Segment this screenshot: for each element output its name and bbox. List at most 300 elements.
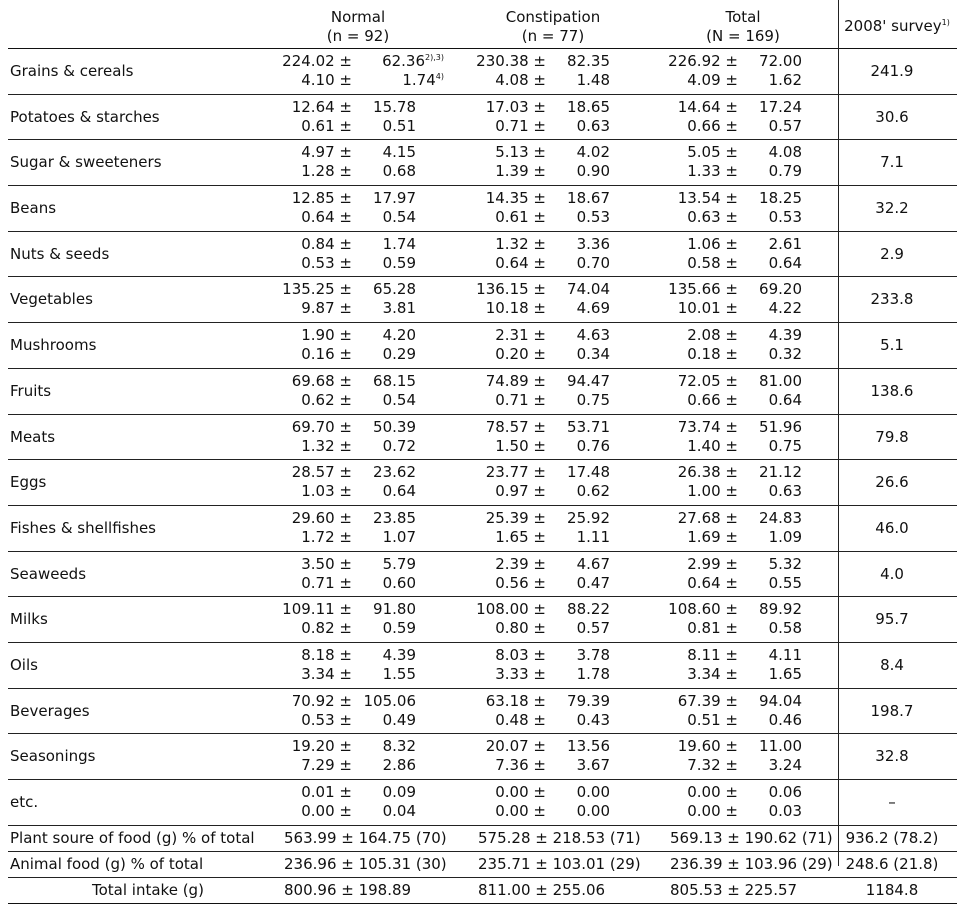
percent-line xyxy=(430,756,610,775)
sd-number: 0.72 xyxy=(382,436,416,455)
sd-number: 0.46 xyxy=(768,710,802,729)
mean-value: 4.97 ± xyxy=(301,143,352,162)
percent-line xyxy=(430,665,610,684)
sd-number: 4.02 xyxy=(576,143,610,162)
mean-value: 5.13 ± xyxy=(495,143,546,162)
mean-value: 2.08 ± xyxy=(687,326,738,345)
percent-line xyxy=(236,391,416,410)
sd-number: 0.62 xyxy=(576,482,610,501)
sd-value xyxy=(383,143,416,162)
percent-line xyxy=(236,756,416,775)
mean-value: 0.64 ± xyxy=(687,573,738,592)
sd-number: 0.49 xyxy=(382,710,416,729)
sd-value xyxy=(769,391,802,410)
sd-number: 4.67 xyxy=(576,554,610,573)
mean-value: 0.97 ± xyxy=(495,482,546,501)
sd-value xyxy=(577,162,610,181)
mean-value: 23.77 ± xyxy=(485,463,546,482)
percent-line xyxy=(430,254,610,273)
header-constipation xyxy=(473,8,633,46)
intake-line xyxy=(236,737,416,756)
sd-number: 4.22 xyxy=(768,299,802,318)
sd-value xyxy=(383,528,416,547)
percent-line xyxy=(236,574,416,593)
mean-value: 3.33 ± xyxy=(495,664,546,683)
percent-line xyxy=(430,345,610,364)
sd-value xyxy=(577,646,610,665)
sd-number: 0.47 xyxy=(576,573,610,592)
cell-total xyxy=(622,235,802,273)
sd-number: 3.36 xyxy=(576,234,610,253)
intake-line xyxy=(622,646,802,665)
sd-value xyxy=(373,280,416,299)
sd-number: 0.75 xyxy=(768,436,802,455)
sd-number: 94.04 xyxy=(759,691,802,710)
sd-number: 4.20 xyxy=(382,326,416,345)
summary-constipation: 235.71 ± 103.01 (29) xyxy=(478,854,641,873)
sd-number: 91.80 xyxy=(373,600,416,619)
table-row xyxy=(8,49,957,95)
mean-value: 226.92 ± xyxy=(668,52,738,70)
intake-line xyxy=(430,143,610,162)
mean-value: 3.34 ± xyxy=(301,664,352,683)
survey-value: 138.6 xyxy=(870,381,914,400)
sd-value xyxy=(383,783,416,802)
sd-number: 0.70 xyxy=(576,253,610,272)
row-label: Seaweeds xyxy=(10,564,87,583)
sd-number: 0.03 xyxy=(768,802,802,820)
mean-value: 7.32 ± xyxy=(687,756,738,775)
mean-value: 0.62 ± xyxy=(301,390,352,409)
row-label: Oils xyxy=(10,655,38,674)
sd-number: 0.53 xyxy=(576,208,610,227)
percent-line xyxy=(236,802,416,821)
sd-number: 0.64 xyxy=(382,482,416,501)
cell-total xyxy=(622,692,802,730)
mean-value: 1.40 ± xyxy=(687,436,738,455)
sd-number: 17.24 xyxy=(759,97,802,116)
sd-number: 3.78 xyxy=(576,645,610,664)
row-label: Nuts & seeds xyxy=(10,244,110,263)
sd-number: 25.92 xyxy=(567,508,610,527)
sd-number: 4.69 xyxy=(576,299,610,318)
sd-value xyxy=(567,737,610,756)
sd-value xyxy=(769,326,802,345)
percent-line xyxy=(236,117,416,136)
row-label: Potatoes & starches xyxy=(10,107,160,126)
sd-value xyxy=(383,299,416,318)
survey-value: 30.6 xyxy=(875,107,909,126)
sd-number: 23.85 xyxy=(373,508,416,527)
sd-number: 0.43 xyxy=(576,710,610,729)
percent-line xyxy=(622,574,802,593)
sd-number: 0.32 xyxy=(768,345,802,364)
sd-value xyxy=(759,280,802,299)
sd-value xyxy=(577,326,610,345)
percent-line xyxy=(622,665,802,684)
summary-total: 805.53 ± 225.57 xyxy=(670,880,798,899)
survey-value: 241.9 xyxy=(870,62,914,80)
mean-value: 5.05 ± xyxy=(687,143,738,162)
sd-number: 53.71 xyxy=(567,417,610,436)
sd-number: 4.15 xyxy=(382,143,416,162)
summary-survey: 1184.8 xyxy=(865,880,919,899)
cell-total xyxy=(622,280,802,318)
percent-line xyxy=(622,391,802,410)
sd-number: 11.00 xyxy=(759,737,802,756)
percent-line xyxy=(236,437,416,456)
sd-value xyxy=(567,418,610,437)
sd-value xyxy=(769,783,802,802)
mean-value: 3.50 ± xyxy=(301,554,352,573)
percent-line xyxy=(622,482,802,501)
intake-line xyxy=(430,280,610,299)
percent-line xyxy=(622,528,802,547)
sd-value xyxy=(577,528,610,547)
sd-value xyxy=(383,711,416,730)
mean-value: 1.06 ± xyxy=(687,234,738,253)
intake-line xyxy=(430,509,610,528)
intake-line xyxy=(622,189,802,208)
mean-value: 230.38 ± xyxy=(476,52,546,70)
percent-line xyxy=(236,665,416,684)
mean-value: 8.03 ± xyxy=(495,645,546,664)
summary-survey: 248.6 (21.8) xyxy=(845,854,939,873)
sd-value xyxy=(759,509,802,528)
percent-line xyxy=(430,574,610,593)
survey-value: 46.0 xyxy=(875,518,909,537)
sd-number: 17.48 xyxy=(567,463,610,482)
survey-value: 2.9 xyxy=(880,244,904,263)
mean-value: 14.64 ± xyxy=(677,97,738,116)
header-constipation-label: Constipation xyxy=(505,8,601,26)
intake-line xyxy=(236,143,416,162)
sd-value xyxy=(759,692,802,711)
percent-line xyxy=(622,756,802,775)
mean-value: 0.71 ± xyxy=(301,573,352,592)
cell-normal xyxy=(236,737,416,775)
row-label: Grains & cereals xyxy=(10,62,134,80)
mean-value: 0.64 ± xyxy=(495,253,546,272)
sd-value xyxy=(383,117,416,136)
intake-line xyxy=(236,600,416,619)
cell-normal xyxy=(236,280,416,318)
cell-total xyxy=(622,326,802,364)
intake-line xyxy=(430,646,610,665)
mean-value: 7.29 ± xyxy=(301,756,352,775)
mean-value: 73.74 ± xyxy=(677,417,738,436)
mean-value: 1.50 ± xyxy=(495,436,546,455)
sd-value xyxy=(567,52,610,71)
mean-value: 19.60 ± xyxy=(677,737,738,756)
sd-number: 0.55 xyxy=(768,573,802,592)
sd-number: 0.63 xyxy=(576,116,610,135)
summary-label: Plant soure of food (g) % of total xyxy=(10,828,255,847)
intake-line xyxy=(430,737,610,756)
percent-line xyxy=(430,391,610,410)
header-total xyxy=(663,8,823,46)
sd-number: 1.55 xyxy=(382,664,416,683)
cell-normal xyxy=(236,372,416,410)
percent-line xyxy=(236,162,416,181)
percent-line xyxy=(430,71,610,90)
sd-value xyxy=(577,299,610,318)
row-label: etc. xyxy=(10,793,39,811)
sd-number: 0.09 xyxy=(382,783,416,801)
sd-value xyxy=(769,299,802,318)
mean-value: 0.00 ± xyxy=(495,783,546,801)
sd-value xyxy=(383,646,416,665)
sd-value xyxy=(577,143,610,162)
table-row xyxy=(8,734,957,780)
sd-number: 65.28 xyxy=(373,280,416,299)
sd-value xyxy=(577,345,610,364)
percent-line xyxy=(430,482,610,501)
mean-value: 69.70 ± xyxy=(291,417,352,436)
mean-value: 0.64 ± xyxy=(301,208,352,227)
sd-value xyxy=(769,711,802,730)
mean-value: 0.82 ± xyxy=(301,619,352,638)
sd-number: 1.48 xyxy=(576,71,610,89)
cell-total xyxy=(622,52,802,90)
sd-number: 4.39 xyxy=(382,645,416,664)
percent-line xyxy=(430,619,610,638)
sd-value xyxy=(577,235,610,254)
mean-value: 0.16 ± xyxy=(301,345,352,364)
mean-value: 14.35 ± xyxy=(485,189,546,208)
summary-constipation: 811.00 ± 255.06 xyxy=(478,880,606,899)
mean-value: 109.11 ± xyxy=(282,600,352,619)
sd-value xyxy=(769,555,802,574)
table-row xyxy=(8,277,957,323)
mean-value: 4.10 ± xyxy=(301,71,352,89)
sd-number: 0.57 xyxy=(576,619,610,638)
intake-line xyxy=(622,555,802,574)
sd-value xyxy=(567,509,610,528)
cell-constipation xyxy=(430,646,610,684)
cell-normal xyxy=(236,98,416,136)
percent-line xyxy=(622,162,802,181)
mean-value: 0.53 ± xyxy=(301,710,352,729)
mean-value: 224.02 ± xyxy=(282,52,352,70)
sd-number: 0.76 xyxy=(576,436,610,455)
cell-constipation xyxy=(430,463,610,501)
cell-total xyxy=(622,418,802,456)
mean-value: 8.18 ± xyxy=(301,645,352,664)
intake-line xyxy=(236,52,444,71)
survey-value: – xyxy=(888,793,896,811)
percent-line xyxy=(430,802,610,821)
summary-label: Total intake (g) xyxy=(92,880,204,899)
cell-constipation xyxy=(430,737,610,775)
sd-value xyxy=(759,737,802,756)
percent-line xyxy=(622,71,802,90)
cell-total xyxy=(622,737,802,775)
sd-value xyxy=(577,71,610,90)
intake-line xyxy=(236,692,416,711)
cell-constipation xyxy=(430,143,610,181)
percent-line xyxy=(236,71,444,90)
percent-line xyxy=(236,482,416,501)
intake-line xyxy=(236,189,416,208)
sd-number: 79.39 xyxy=(567,691,610,710)
sd-value xyxy=(383,482,416,501)
intake-line xyxy=(622,463,802,482)
mean-value: 1.65 ± xyxy=(495,527,546,546)
intake-line xyxy=(622,143,802,162)
table-row xyxy=(8,232,957,278)
sd-number: 0.59 xyxy=(382,253,416,272)
sd-value xyxy=(383,391,416,410)
sd-value xyxy=(383,574,416,593)
sd-number: 18.25 xyxy=(759,189,802,208)
mean-value: 67.39 ± xyxy=(677,691,738,710)
cell-total xyxy=(622,555,802,593)
sd-value xyxy=(577,665,610,684)
row-label: Eggs xyxy=(10,473,47,492)
intake-line xyxy=(622,692,802,711)
sd-number: 0.29 xyxy=(382,345,416,364)
summary-normal: 236.96 ± 105.31 (30) xyxy=(284,854,447,873)
intake-line xyxy=(236,372,416,391)
sd-value xyxy=(364,692,417,711)
mean-value: 0.63 ± xyxy=(687,208,738,227)
percent-line xyxy=(622,711,802,730)
sd-number: 81.00 xyxy=(759,371,802,390)
sd-number: 82.35 xyxy=(567,52,610,70)
sd-number: 1.74 xyxy=(382,234,416,253)
sd-number: 89.92 xyxy=(759,600,802,619)
header-normal xyxy=(278,8,438,46)
sd-value xyxy=(577,482,610,501)
mean-value: 0.56 ± xyxy=(495,573,546,592)
cell-normal xyxy=(236,555,416,593)
table-row xyxy=(8,460,957,506)
mean-value: 26.38 ± xyxy=(677,463,738,482)
mean-value: 19.20 ± xyxy=(291,737,352,756)
row-label: Fruits xyxy=(10,381,52,400)
mean-value: 0.84 ± xyxy=(301,234,352,253)
intake-line xyxy=(430,783,610,802)
sd-number: 0.51 xyxy=(382,116,416,135)
sd-value xyxy=(577,208,610,227)
sd-value xyxy=(769,254,802,273)
sd-number: 1.07 xyxy=(382,527,416,546)
sd-value xyxy=(383,802,416,821)
sd-value xyxy=(373,600,416,619)
sd-value xyxy=(383,208,416,227)
sd-value xyxy=(759,418,802,437)
survey-value: 4.0 xyxy=(880,564,904,583)
percent-line xyxy=(236,345,416,364)
sd-value xyxy=(373,189,416,208)
survey-value: 7.1 xyxy=(880,153,904,172)
intake-line xyxy=(622,52,802,71)
sd-value xyxy=(567,280,610,299)
percent-line xyxy=(236,254,416,273)
sd-number: 0.79 xyxy=(768,162,802,181)
header-normal-n: (n = 92) xyxy=(326,27,390,45)
sd-value xyxy=(567,600,610,619)
mean-value: 135.25 ± xyxy=(282,280,352,299)
survey-value: 32.8 xyxy=(875,747,909,766)
cell-normal xyxy=(236,235,416,273)
cell-constipation xyxy=(430,418,610,456)
cell-constipation xyxy=(430,326,610,364)
sd-number: 13.56 xyxy=(567,737,610,756)
sd-number: 94.47 xyxy=(567,371,610,390)
mean-value: 135.66 ± xyxy=(668,280,738,299)
intake-line xyxy=(430,326,610,345)
mean-value: 0.00 ± xyxy=(495,802,546,820)
survey-value: 95.7 xyxy=(875,610,909,629)
intake-line xyxy=(430,52,610,71)
table-row xyxy=(8,323,957,369)
intake-line xyxy=(430,463,610,482)
intake-line xyxy=(430,235,610,254)
mean-value: 2.31 ± xyxy=(495,326,546,345)
survey-value: 32.2 xyxy=(875,199,909,218)
sd-number: 15.78 xyxy=(373,97,416,116)
intake-line xyxy=(622,600,802,619)
sd-number: 0.34 xyxy=(576,345,610,364)
row-label: Vegetables xyxy=(10,290,93,309)
mean-value: 0.53 ± xyxy=(301,253,352,272)
mean-value: 0.20 ± xyxy=(495,345,546,364)
percent-line xyxy=(622,345,802,364)
sd-value xyxy=(759,463,802,482)
sd-number: 4.39 xyxy=(768,326,802,345)
row-label: Meats xyxy=(10,427,56,446)
sd-value xyxy=(373,98,416,117)
mean-value: 9.87 ± xyxy=(301,299,352,318)
intake-table xyxy=(8,0,957,904)
sd-number: 72.00 xyxy=(759,52,802,70)
summary-row xyxy=(8,826,957,852)
mean-value: 17.03 ± xyxy=(485,97,546,116)
sd-value xyxy=(759,372,802,391)
sd-number: 1.74 xyxy=(402,71,436,89)
sd-value xyxy=(759,600,802,619)
intake-line xyxy=(622,235,802,254)
sd-value xyxy=(759,98,802,117)
sd-value xyxy=(383,345,416,364)
sd-number: 4.08 xyxy=(768,143,802,162)
row-label: Beans xyxy=(10,199,57,218)
intake-line xyxy=(236,418,416,437)
mean-value: 1.39 ± xyxy=(495,162,546,181)
sd-number: 23.62 xyxy=(373,463,416,482)
table-row xyxy=(8,689,957,735)
sd-value xyxy=(769,162,802,181)
sd-value xyxy=(383,254,416,273)
mean-value: 1.03 ± xyxy=(301,482,352,501)
cell-constipation xyxy=(430,600,610,638)
row-label: Milks xyxy=(10,610,48,629)
sd-number: 0.54 xyxy=(382,208,416,227)
percent-line xyxy=(622,619,802,638)
sd-value xyxy=(383,162,416,181)
sd-number: 1.62 xyxy=(768,71,802,89)
cell-normal xyxy=(236,326,416,364)
sd-value xyxy=(373,509,416,528)
intake-line xyxy=(236,646,416,665)
mean-value: 25.39 ± xyxy=(485,508,546,527)
sd-number: 0.00 xyxy=(576,783,610,801)
survey-value: 26.6 xyxy=(875,473,909,492)
intake-line xyxy=(236,280,416,299)
mean-value: 0.71 ± xyxy=(495,390,546,409)
